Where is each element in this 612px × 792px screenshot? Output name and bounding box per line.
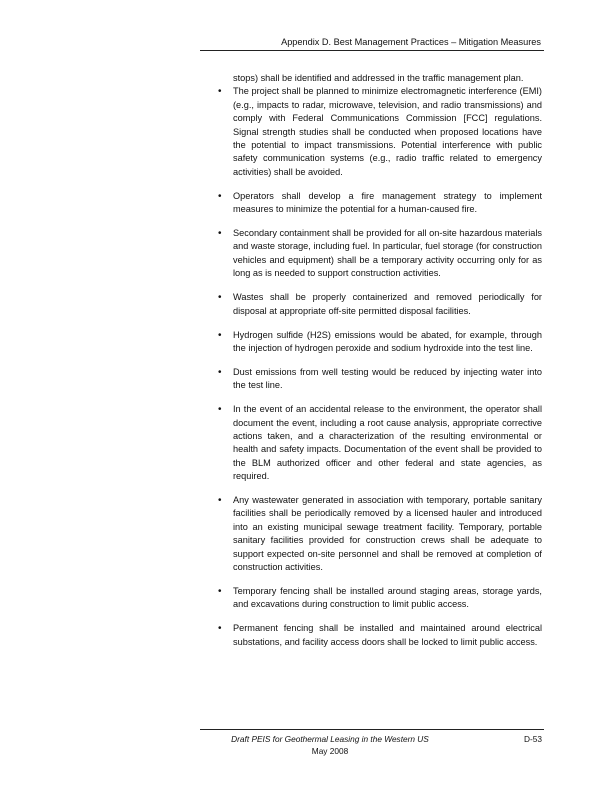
list-item-text: Dust emissions from well testing would be reduced by injecting water into the test line. [233,366,542,391]
list-item [218,329,542,356]
bullet-icon: • [218,623,222,635]
bullet-icon: • [218,366,222,378]
bullet-icon: • [218,329,222,341]
footer-date: May 2008 [311,746,349,756]
continuation-paragraph: stops) shall be identified and addressed in the traffic management plan. [233,73,524,83]
bullet-icon: • [218,228,222,240]
list-item-text: Temporary fencing shall be installed around staging areas, storage yards, and excavations during construction to limit public access. [233,586,542,610]
bullet-icon: • [218,190,222,202]
bullet-icon: • [218,86,222,98]
list-item-text: Hydrogen sulfide (H2S) emissions would be abated, for example, through the injection of hydrogen peroxide and sodium hydroxide into the test line. [233,329,542,353]
bullet-icon: • [218,495,222,507]
list-item [218,494,542,574]
list-item [218,585,542,612]
list-item [218,190,542,217]
list-item-text: In the event of an accidental release to the environment, the operator shall document the event, including a root cause analysis, appropriate corrective actions taken, and a characterization of the resulting environmental or health and safety impacts. Documentation of the event shall be provided to the BLM authorized officer and other federal and state agencies, as required. [233,404,542,482]
list-item [218,622,542,649]
bullet-icon: • [218,292,222,304]
bullet-list [218,85,542,649]
list-item-text: Secondary containment shall be provided for all on-site hazardous materials and waste storage, including fuel. In particular, fuel storage (for construction vehicles and equipment) shall be a temporary activity occurring only for as long as is needed to support construction activities. [233,228,542,279]
list-item-text: The project shall be planned to minimize electromagnetic interference (EMI) (e.g., impacts to radar, microwave, television, and radio transmissions) and comply with Federal Communications Commission [FCC] regulations. Signal strength studies shall be conducted when proposed locations have the potential to impact transmissions. Potential interference with public safety communication systems (e.g., radio traffic related to emergency activities) shall be avoided. [233,86,542,177]
list-item-text: Operators shall develop a fire management strategy to implement measures to minimize the potential for a human-caused fire. [233,190,542,215]
bullet-icon: • [218,404,222,416]
running-header: Appendix D. Best Management Practices – Mitigation Measures [281,37,541,47]
list-item [218,291,542,318]
header-divider [200,50,544,51]
list-item-text: Any wastewater generated in association with temporary, portable sanitary facilities shall be periodically removed by a licensed hauler and introduced into an existing municipal sewage treatment facility. Temporary, portable sanitary facilities provided for construction crews shall be adequate to support expected on-site personnel and shall be removed at completion of construction activities. [233,495,542,573]
footer-divider [200,729,544,730]
list-item [218,85,542,179]
list-item [218,227,542,281]
page-number: D-53 [524,734,542,744]
footer-document-title: Draft PEIS for Geothermal Leasing in the Western US [231,734,429,744]
list-item [218,403,542,483]
page-body [218,72,542,660]
list-item-text: Wastes shall be properly containerized and removed periodically for disposal at appropriate off-site permitted disposal facilities. [233,292,542,316]
list-item-text: Permanent fencing shall be installed and maintained around electrical substations, and facility access doors shall be locked to limit public access. [233,623,542,647]
list-item [218,366,542,393]
bullet-icon: • [218,586,222,597]
